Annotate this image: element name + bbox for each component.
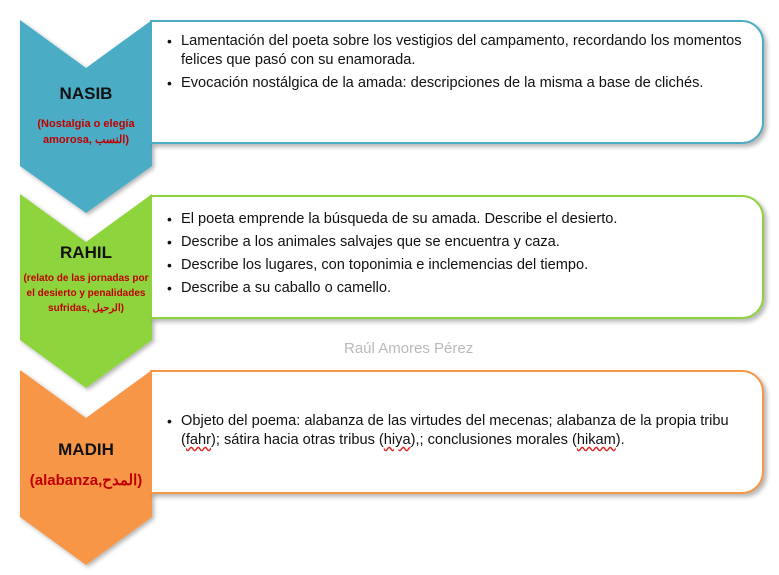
madih-subtitle: (alabanza,المدح) — [29, 472, 143, 489]
list-item: • Describe a los animales salvajes que se encuentra y caza. — [181, 233, 750, 252]
nasib-label — [22, 84, 150, 148]
list-item: • Describe los lugares, con toponimia e inclemencias del tiempo. — [181, 256, 750, 275]
madih-label — [14, 440, 158, 490]
rahil-bullet-list — [156, 210, 750, 298]
list-item: • El poeta emprende la búsqueda de su amada. Describe el desierto. — [181, 210, 750, 229]
list-item — [181, 412, 750, 450]
madih-bullet-list — [156, 412, 750, 450]
list-item: • Describe a su caballo o camello. — [181, 279, 750, 298]
rahil-box — [150, 195, 764, 319]
term-hikam: hikam — [576, 432, 616, 448]
nasib-bullet-list — [156, 32, 750, 93]
madih-title: MADIH — [58, 440, 114, 459]
madih-text-part: ). — [615, 432, 625, 448]
author-watermark: Raúl Amores Pérez — [344, 340, 474, 357]
madih-text-part: ); sátira hacia otras tribus ( — [211, 432, 384, 448]
list-item: • Lamentación del poeta sobre los vestigios del campamento, recordando los momentos felices que pasó con su enamorada. — [181, 32, 750, 70]
rahil-subtitle: (relato de las jornadas por el desierto y penalidades sufridas, الرحيل) — [23, 273, 149, 314]
nasib-box — [150, 20, 764, 144]
nasib-subtitle: (Nostalgia o elegía amorosa, النسب) — [37, 118, 135, 146]
rahil-title: RAHIL — [60, 243, 112, 262]
rahil-label — [22, 243, 150, 316]
madih-text-part: Objeto del poema: alabanza de las virtudes del mecenas; alabanza de la propia tribu ( — [181, 413, 729, 448]
term-fahr: fahr — [185, 432, 212, 448]
madih-text-part: ),; conclusiones morales ( — [410, 432, 577, 448]
list-item: • Evocación nostálgica de la amada: descripciones de la misma a base de clichés. — [181, 74, 750, 93]
term-hiya: hiya — [383, 432, 411, 448]
madih-box — [150, 370, 764, 494]
nasib-title: NASIB — [59, 84, 113, 103]
